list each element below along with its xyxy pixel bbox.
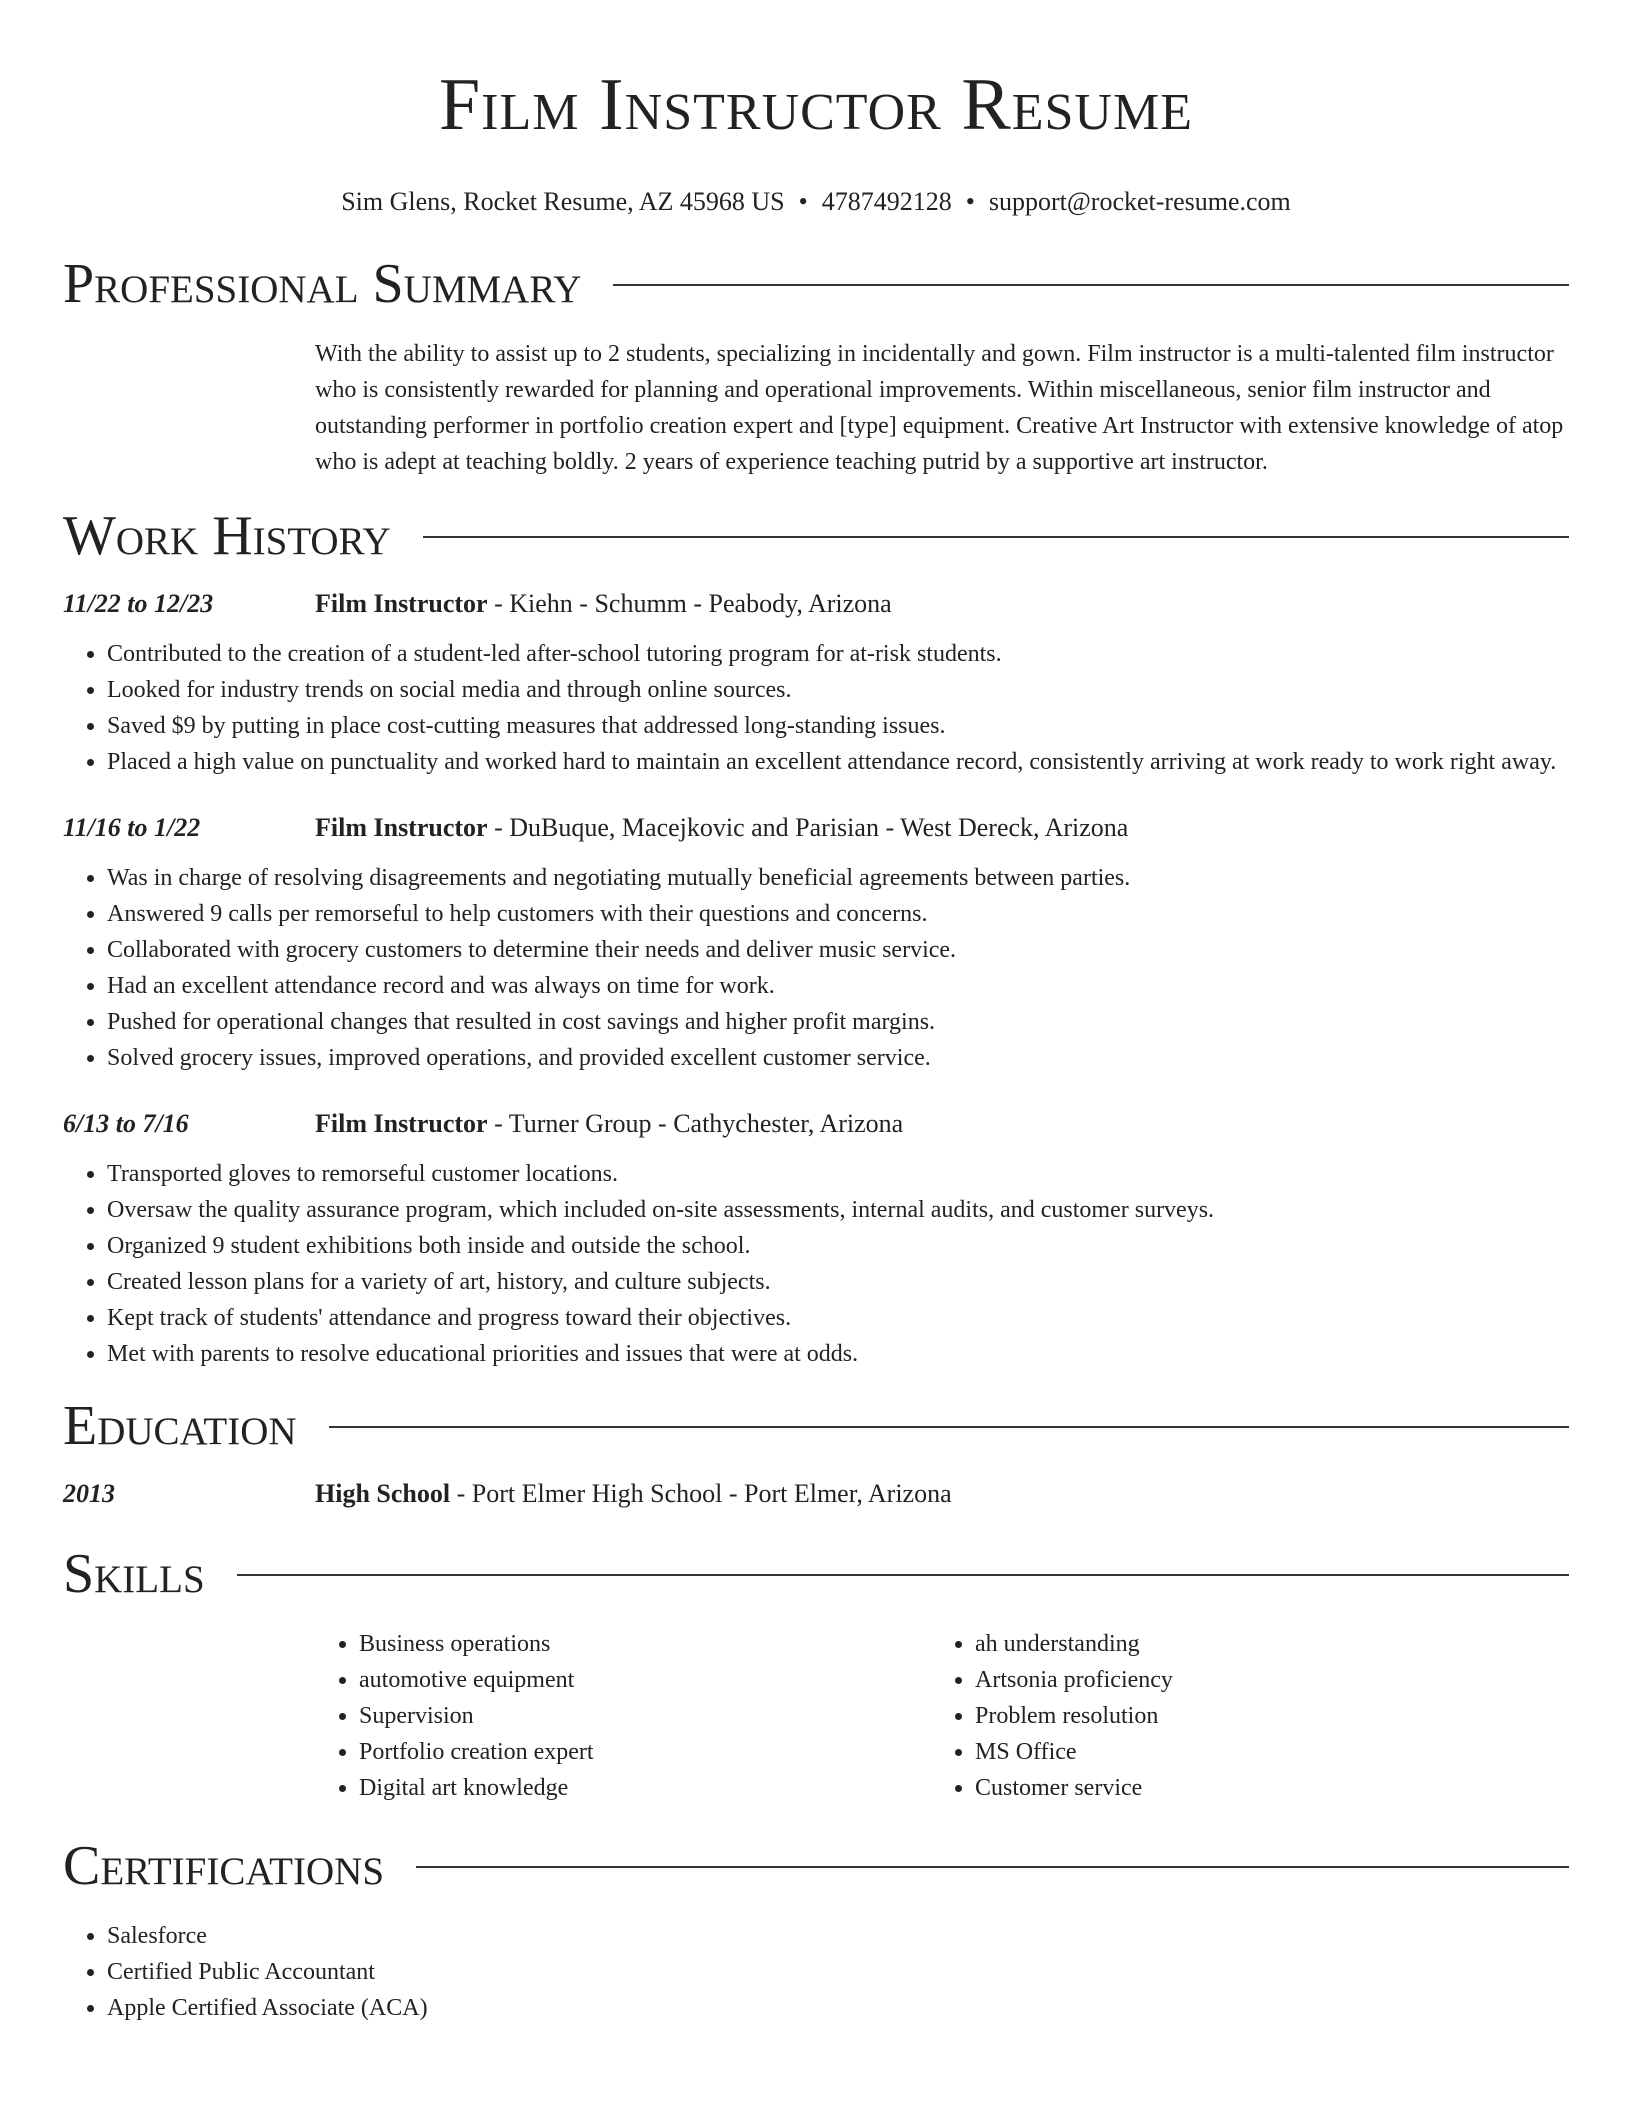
job-bullet: • Created lesson plans for a variety of art, history, and culture subjects. [107,1264,1569,1300]
job-dates: 11/16 to 1/22 [63,813,201,842]
job-bullets [63,636,1569,780]
skill-item: • Problem resolution [975,1698,1569,1734]
contact-phone: 4787492128 [821,187,952,216]
education-section-header [63,1394,1569,1458]
skills-section-header [63,1542,1569,1606]
section-divider [416,1866,1569,1868]
summary-heading: Professional Summary [63,253,582,315]
job-bullet: • Answered 9 calls per remorseful to help customers with their questions and concerns. [107,896,1569,932]
job-bullet: • Had an excellent attendance record and was always on time for work. [107,968,1569,1004]
contact-separator: • [798,187,808,216]
skill-item: • Artsonia proficiency [975,1662,1569,1698]
skills-column-left [315,1626,931,1806]
job-bullets [63,1156,1569,1372]
skill-item: • ah understanding [975,1626,1569,1662]
work-section-header [63,504,1569,568]
certifications-section-header [63,1834,1569,1898]
job-bullet: • Solved grocery issues, improved operations, and provided excellent customer service. [107,1040,1569,1076]
contact-separator: • [965,187,975,216]
contact-email: support@rocket-resume.com [988,187,1291,216]
contact-address: Sim Glens, Rocket Resume, AZ 45968 US [341,187,785,216]
contact-line [63,186,1569,218]
education-degree: High School [315,1479,451,1508]
job-heading [315,810,1569,846]
certifications-list [63,1918,1569,2026]
education-heading-line [315,1476,1569,1512]
job-heading [315,1106,1569,1142]
skill-item: • automotive equipment [359,1662,931,1698]
summary-section-header [63,252,1569,316]
certification-item: • Apple Certified Associate (ACA) [107,1990,1569,2026]
education-details: - Port Elmer High School - Port Elmer, Arizona [450,1479,952,1508]
job-bullet: • Looked for industry trends on social media and through online sources. [107,672,1569,708]
skill-item: • Supervision [359,1698,931,1734]
job-bullet: • Pushed for operational changes that resulted in cost savings and higher profit margins. [107,1004,1569,1040]
job-title: Film Instructor [315,589,488,618]
job-entry [63,1106,1569,1372]
education-year: 2013 [63,1479,115,1508]
certification-item: • Certified Public Accountant [107,1954,1569,1990]
job-bullet: • Saved $9 by putting in place cost-cutting measures that addressed long-standing issues. [107,708,1569,744]
job-bullets [63,860,1569,1076]
education-heading: Education [63,1395,297,1457]
skill-item: • Portfolio creation expert [359,1734,931,1770]
certification-item: • Salesforce [107,1918,1569,1954]
job-bullet: • Transported gloves to remorseful customer locations. [107,1156,1569,1192]
work-heading: Work History [63,505,391,567]
skills-heading: Skills [63,1543,205,1605]
job-bullet: • Was in charge of resolving disagreements and negotiating mutually beneficial agreements between parties. [107,860,1569,896]
job-bullet: • Collaborated with grocery customers to determine their needs and deliver music service. [107,932,1569,968]
job-title: Film Instructor [315,813,488,842]
job-bullet: • Oversaw the quality assurance program, which included on-site assessments, internal audits, and customer surveys. [107,1192,1569,1228]
summary-text: With the ability to assist up to 2 students, specializing in incidentally and gown. Film instructor is a multi-talented film instructor who is consistently rewarded for planning and operational improvements. Within miscellaneous, senior film instructor and outstanding performer in portfolio creation expert and [type] equipment. Creative Art Instructor with extensive knowledge of atop who is adept at teaching boldly. 2 years of experience teaching putrid by a supportive art instructor. [315,341,1564,475]
skill-item: • Business operations [359,1626,931,1662]
skills-list [315,1626,1569,1806]
job-details: - Turner Group - Cathychester, Arizona [487,1109,904,1138]
job-bullet: • Placed a high value on punctuality and worked hard to maintain an excellent attendance record, consistently arriving at work ready to work right away. [107,744,1569,780]
section-divider [613,284,1569,286]
skill-item: • Customer service [975,1770,1569,1806]
section-divider [329,1426,1569,1428]
job-bullet: • Kept track of students' attendance and progress toward their objectives. [107,1300,1569,1336]
certifications-heading: Certifications [63,1835,385,1897]
job-heading [315,586,1569,622]
job-bullet: • Met with parents to resolve educational priorities and issues that were at odds. [107,1336,1569,1372]
section-divider [237,1574,1569,1576]
job-title: Film Instructor [315,1109,488,1138]
section-divider [423,536,1569,538]
job-details: - DuBuque, Macejkovic and Parisian - West Dereck, Arizona [487,813,1129,842]
skill-item: • MS Office [975,1734,1569,1770]
job-details: - Kiehn - Schumm - Peabody, Arizona [487,589,892,618]
job-entry [63,810,1569,1076]
job-dates: 6/13 to 7/16 [63,1109,189,1138]
job-entry [63,586,1569,780]
skills-column-right [931,1626,1569,1806]
job-dates: 11/22 to 12/23 [63,589,214,618]
skill-item: • Digital art knowledge [359,1770,931,1806]
job-bullet: • Organized 9 student exhibitions both inside and outside the school. [107,1228,1569,1264]
education-entry [63,1476,1569,1512]
resume-title: Film Instructor Resume [439,64,1193,146]
job-bullet: • Contributed to the creation of a student-led after-school tutoring program for at-risk students. [107,636,1569,672]
